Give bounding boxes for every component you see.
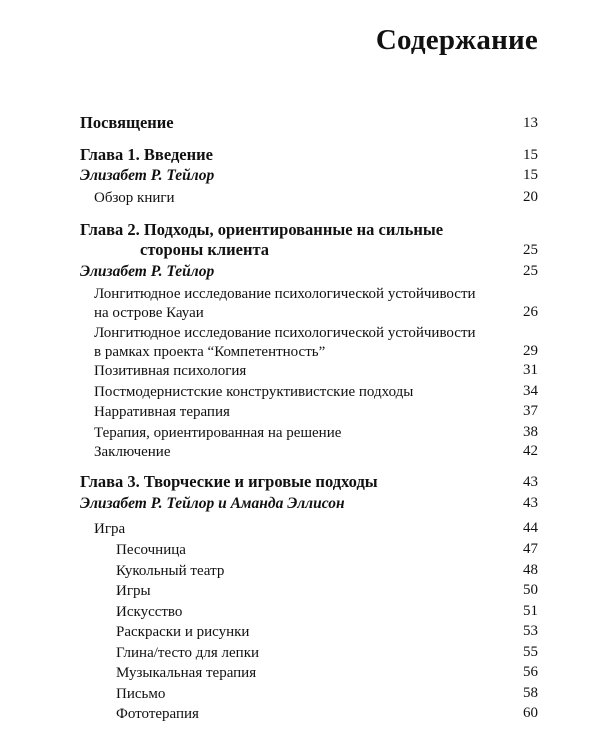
toc-entry-subsection (116, 562, 538, 581)
toc-entry-subsection (116, 644, 538, 663)
toc-entry-text: Игра (94, 521, 126, 537)
toc-entry-text: Песочница (116, 542, 186, 558)
toc-entry-chapter-1 (80, 145, 538, 165)
toc-entry-text: Терапия, ориентированная на решение (94, 425, 342, 441)
toc-entry-line: Глава 2. Подходы, ориентированные на сильные (80, 220, 444, 239)
toc-entry-text: Кукольный театр (116, 563, 225, 579)
toc-entry-section (94, 324, 538, 362)
toc-entry-text: Постмодернистские конструктивистские подходы (94, 384, 414, 400)
toc-entry-line: стороны клиента (140, 240, 270, 259)
toc-page-number: 53 (523, 623, 538, 639)
toc-entry-text: Нарративная терапия (94, 404, 230, 420)
toc-page-number: 25 (523, 242, 538, 258)
toc-entry-section (94, 520, 538, 539)
toc-entry-section (94, 362, 538, 381)
toc-entry-text: Игры (116, 583, 151, 599)
toc-page-number: 50 (523, 582, 538, 598)
toc-page-number: 43 (523, 474, 538, 490)
toc-page-number: 34 (523, 383, 538, 399)
toc-page-number: 55 (523, 644, 538, 660)
toc-page-number: 20 (523, 189, 538, 205)
toc-entry-section (94, 189, 538, 208)
toc-page-number: 51 (523, 603, 538, 619)
toc-page-number: 29 (523, 343, 538, 359)
toc-entry-text: Искусство (116, 604, 183, 620)
toc-page-number: 48 (523, 562, 538, 578)
toc-page-number: 13 (523, 115, 538, 131)
toc-entry-text: Элизабет Р. Тейлор (80, 263, 215, 280)
toc-entry-text: Элизабет Р. Тейлор и Аманда Эллисон (80, 495, 345, 512)
toc-entry-section (94, 383, 538, 402)
toc-page-number: 37 (523, 403, 538, 419)
toc-entry-chapter-3 (80, 472, 538, 492)
toc-entry-subsection (116, 623, 538, 642)
toc-entry-section (94, 403, 538, 422)
toc-page-number: 15 (523, 167, 538, 183)
toc-entry-section (94, 285, 538, 323)
toc-page-number: 58 (523, 685, 538, 701)
toc-page-number: 56 (523, 664, 538, 680)
toc-entry-text (94, 285, 476, 323)
toc-entry-text: Посвящение (80, 113, 174, 132)
toc-entry-text (94, 324, 476, 362)
toc-entry-text: Элизабет Р. Тейлор (80, 167, 215, 184)
toc-page-number: 42 (523, 443, 538, 459)
toc-page-number: 26 (523, 304, 538, 320)
toc-page-number: 25 (523, 263, 538, 279)
toc-entry-line: Лонгитюдное исследование психологической устойчивости (94, 286, 476, 302)
toc-entry-text: Письмо (116, 686, 166, 702)
toc-entry-author (80, 262, 538, 282)
toc-entry-author (80, 494, 538, 514)
toc-entry-line: на острове Кауаи (94, 305, 204, 321)
toc-page-number: 31 (523, 362, 538, 378)
toc-entry-section (94, 443, 538, 462)
toc-entry-line: в рамках проекта “Компетентность” (94, 344, 326, 360)
toc-entry-text: Фототерапия (116, 706, 199, 722)
toc-page-number: 60 (523, 705, 538, 721)
toc-entry-subsection (116, 685, 538, 704)
toc-entry-text: Обзор книги (94, 190, 175, 206)
toc-entry-text (80, 220, 443, 260)
toc-page-number: 38 (523, 424, 538, 440)
toc-entry-subsection (116, 664, 538, 683)
toc-entry-text: Раскраски и рисунки (116, 624, 250, 640)
toc-page-number: 15 (523, 147, 538, 163)
toc-entry-subsection (116, 705, 538, 724)
toc-page-number: 43 (523, 495, 538, 511)
toc-entry-line: Лонгитюдное исследование психологической устойчивости (94, 325, 476, 341)
toc-entry-text: Глава 3. Творческие и игровые подходы (80, 472, 378, 491)
toc-entry-text: Музыкальная терапия (116, 665, 257, 681)
toc-entry-text: Заключение (94, 444, 171, 460)
toc-entry-dedication (80, 113, 538, 133)
toc-entry-author (80, 166, 538, 186)
toc-page-number: 44 (523, 520, 538, 536)
page-title: Содержание (375, 24, 538, 56)
toc-page-number: 47 (523, 541, 538, 557)
toc-entry-text: Позитивная психология (94, 363, 247, 379)
toc-entry-subsection (116, 541, 538, 560)
toc-entry-subsection (116, 582, 538, 601)
toc-entry-subsection (116, 603, 538, 622)
toc-entry-chapter-2 (80, 220, 538, 260)
toc-entry-section (94, 424, 538, 443)
toc-entry-text: Глина/тесто для лепки (116, 645, 260, 661)
toc-entry-text: Глава 1. Введение (80, 145, 213, 164)
